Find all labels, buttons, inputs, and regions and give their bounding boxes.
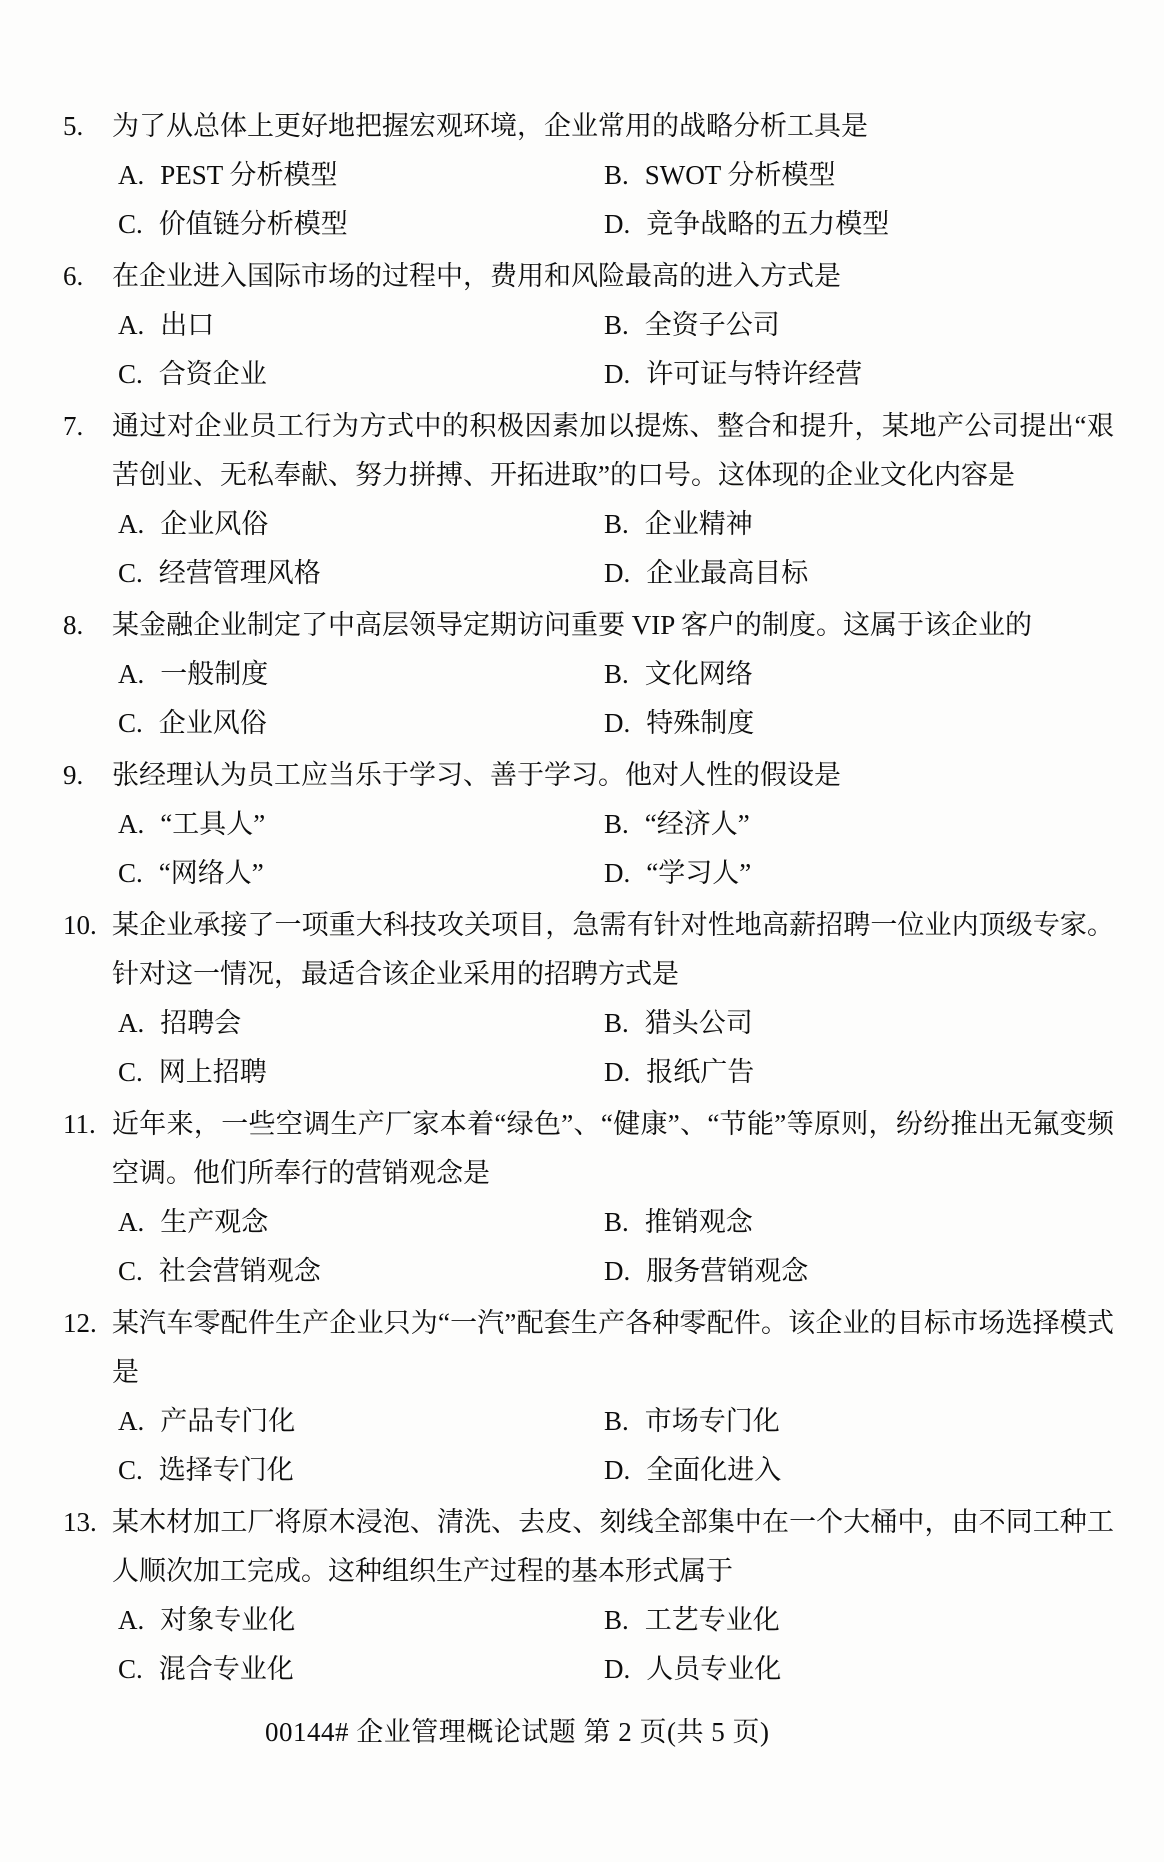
- option-group: [63, 999, 1114, 1097]
- option-a: [118, 301, 604, 350]
- option-c-label: C.: [118, 708, 143, 738]
- option-b-text: SWOT 分析模型: [644, 160, 836, 190]
- option-d: [604, 549, 808, 598]
- option-d-label: D.: [604, 1256, 631, 1286]
- option-d: [604, 350, 862, 399]
- option-b-label: B.: [604, 1605, 629, 1635]
- question: [63, 402, 1114, 598]
- option-c: [118, 1247, 604, 1296]
- option-group: [63, 301, 1114, 399]
- option-b-text: 企业精神: [644, 509, 753, 539]
- option-c-text: 社会营销观念: [158, 1256, 321, 1286]
- option-b-text: 文化网络: [644, 659, 753, 689]
- option-d-label: D.: [604, 1455, 631, 1485]
- option-a-text: 生产观念: [160, 1207, 269, 1237]
- option-b-label: B.: [604, 160, 629, 190]
- question-stem: 某汽车零配件生产企业只为“一汽”配套生产各种零配件。该企业的目标市场选择模式是: [112, 1308, 1114, 1387]
- option-a-label: A.: [118, 509, 145, 539]
- option-c: [118, 350, 604, 399]
- option-a: [118, 151, 604, 200]
- option-c-label: C.: [118, 359, 143, 389]
- option-d-text: 许可证与特许经营: [646, 359, 863, 389]
- option-group: [63, 650, 1114, 748]
- option-c: [118, 1446, 604, 1495]
- option-d-text: 服务营销观念: [646, 1256, 809, 1286]
- option-c: [118, 1645, 604, 1694]
- question-number: 7.: [63, 411, 84, 441]
- option-c-text: 选择专门化: [158, 1455, 294, 1485]
- option-b-label: B.: [604, 1008, 629, 1038]
- option-b: [604, 151, 836, 200]
- option-a: [118, 650, 604, 699]
- option-d-text: 竞争战略的五力模型: [646, 209, 890, 239]
- question: [63, 751, 1114, 898]
- option-a-text: 一般制度: [160, 659, 269, 689]
- option-d-text: 人员专业化: [646, 1654, 782, 1684]
- option-c-text: 企业风俗: [158, 708, 267, 738]
- option-d-label: D.: [604, 1654, 631, 1684]
- option-group: [63, 500, 1114, 598]
- option-a: [118, 800, 604, 849]
- option-c: [118, 549, 604, 598]
- option-d: [604, 1446, 781, 1495]
- option-c: [118, 200, 604, 249]
- option-group: [63, 1596, 1114, 1694]
- question-stem: 张经理认为员工应当乐于学习、善于学习。他对人性的假设是: [112, 760, 841, 790]
- question-stem: 通过对企业员工行为方式中的积极因素加以提炼、整合和提升，某地产公司提出“艰苦创业、无私奉献、努力拼搏、开拓进取”的口号。这体现的企业文化内容是: [112, 411, 1114, 490]
- question: [63, 601, 1114, 748]
- option-b-text: 工艺专业化: [644, 1605, 780, 1635]
- option-b-label: B.: [604, 1406, 629, 1436]
- question-number: 6.: [63, 261, 84, 291]
- option-a-text: “工具人”: [160, 809, 266, 839]
- option-d-text: 报纸广告: [646, 1057, 755, 1087]
- question: [63, 901, 1114, 1097]
- option-d-label: D.: [604, 558, 631, 588]
- option-c: [118, 1048, 604, 1097]
- option-c-text: 混合专业化: [158, 1654, 294, 1684]
- question-number: 12.: [63, 1308, 97, 1338]
- option-a-label: A.: [118, 310, 145, 340]
- option-b-label: B.: [604, 1207, 629, 1237]
- question-stem: 为了从总体上更好地把握宏观环境，企业常用的战略分析工具是: [112, 111, 868, 141]
- option-d-label: D.: [604, 858, 631, 888]
- option-b: [604, 999, 753, 1048]
- option-a-label: A.: [118, 1207, 145, 1237]
- option-b-text: 推销观念: [644, 1207, 753, 1237]
- option-a-label: A.: [118, 1008, 145, 1038]
- option-a-text: 出口: [160, 310, 215, 340]
- question-stem: 某木材加工厂将原木浸泡、清洗、去皮、刻线全部集中在一个大桶中，由不同工种工人顺次加工完成。这种组织生产过程的基本形式属于: [112, 1507, 1114, 1586]
- option-d-text: 企业最高目标: [646, 558, 809, 588]
- option-b: [604, 500, 753, 549]
- option-c-label: C.: [118, 209, 143, 239]
- question: [63, 252, 1114, 399]
- option-b-label: B.: [604, 310, 629, 340]
- question-stem: 在企业进入国际市场的过程中，费用和风险最高的进入方式是: [112, 261, 841, 291]
- question-number: 9.: [63, 760, 84, 790]
- option-a-text: PEST 分析模型: [160, 160, 338, 190]
- question: [63, 1498, 1114, 1694]
- option-a-label: A.: [118, 160, 145, 190]
- option-c: [118, 699, 604, 748]
- question-stem: 某企业承接了一项重大科技攻关项目，急需有针对性地高薪招聘一位业内顶级专家。针对这一情况，最适合该企业采用的招聘方式是: [112, 910, 1114, 989]
- option-c-text: 价值链分析模型: [158, 209, 348, 239]
- option-d-label: D.: [604, 359, 631, 389]
- option-d: [604, 849, 751, 898]
- option-a-text: 企业风俗: [160, 509, 269, 539]
- option-c-label: C.: [118, 1256, 143, 1286]
- option-a: [118, 1397, 604, 1446]
- option-d-text: 特殊制度: [646, 708, 755, 738]
- option-a-label: A.: [118, 809, 145, 839]
- option-b: [604, 1596, 780, 1645]
- option-d-label: D.: [604, 209, 631, 239]
- option-a: [118, 1596, 604, 1645]
- option-b: [604, 1397, 780, 1446]
- option-a-text: 对象专业化: [160, 1605, 296, 1635]
- option-b: [604, 800, 750, 849]
- question: [63, 1299, 1114, 1495]
- option-d-label: D.: [604, 708, 631, 738]
- option-c-text: 经营管理风格: [158, 558, 321, 588]
- question-stem: 某金融企业制定了中高层领导定期访问重要 VIP 客户的制度。这属于该企业的: [112, 610, 1033, 640]
- option-b-label: B.: [604, 809, 629, 839]
- option-group: [63, 800, 1114, 898]
- option-b: [604, 650, 753, 699]
- option-a: [118, 1198, 604, 1247]
- option-a-text: 招聘会: [160, 1008, 242, 1038]
- option-d: [604, 1645, 781, 1694]
- option-a: [118, 999, 604, 1048]
- question-number: 11.: [63, 1109, 96, 1139]
- option-a-label: A.: [118, 1605, 145, 1635]
- option-b-text: 市场专门化: [644, 1406, 780, 1436]
- option-group: [63, 151, 1114, 249]
- option-c-label: C.: [118, 858, 143, 888]
- question-number: 5.: [63, 111, 84, 141]
- option-d-text: “学习人”: [646, 858, 752, 888]
- option-c-label: C.: [118, 1654, 143, 1684]
- question-stem: 近年来，一些空调生产厂家本着“绿色”、“健康”、“节能”等原则，纷纷推出无氟变频空调。他们所奉行的营销观念是: [112, 1109, 1114, 1188]
- option-c-label: C.: [118, 558, 143, 588]
- option-a-label: A.: [118, 1406, 145, 1436]
- question: [63, 1100, 1114, 1296]
- option-c-text: “网络人”: [158, 858, 264, 888]
- option-a-text: 产品专门化: [160, 1406, 296, 1436]
- option-b-label: B.: [604, 509, 629, 539]
- option-a: [118, 500, 604, 549]
- option-b-text: 全资子公司: [644, 310, 780, 340]
- option-d: [604, 1247, 808, 1296]
- option-c-label: C.: [118, 1057, 143, 1087]
- option-c-text: 网上招聘: [158, 1057, 267, 1087]
- page-footer: 00144# 企业管理概论试题 第 2 页(共 5 页): [265, 1717, 770, 1747]
- option-group: [63, 1198, 1114, 1296]
- option-b: [604, 1198, 753, 1247]
- option-d-text: 全面化进入: [646, 1455, 782, 1485]
- option-group: [63, 1397, 1114, 1495]
- option-d-label: D.: [604, 1057, 631, 1087]
- option-c-text: 合资企业: [158, 359, 267, 389]
- question-list: [63, 102, 1114, 1694]
- question: [63, 102, 1114, 249]
- option-d: [604, 200, 889, 249]
- question-number: 10.: [63, 910, 97, 940]
- option-b-text: “经济人”: [644, 809, 750, 839]
- option-d: [604, 1048, 754, 1097]
- option-b-text: 猎头公司: [644, 1008, 753, 1038]
- question-number: 8.: [63, 610, 84, 640]
- option-b-label: B.: [604, 659, 629, 689]
- option-c: [118, 849, 604, 898]
- option-a-label: A.: [118, 659, 145, 689]
- option-d: [604, 699, 754, 748]
- question-number: 13.: [63, 1507, 97, 1537]
- option-b: [604, 301, 780, 350]
- option-c-label: C.: [118, 1455, 143, 1485]
